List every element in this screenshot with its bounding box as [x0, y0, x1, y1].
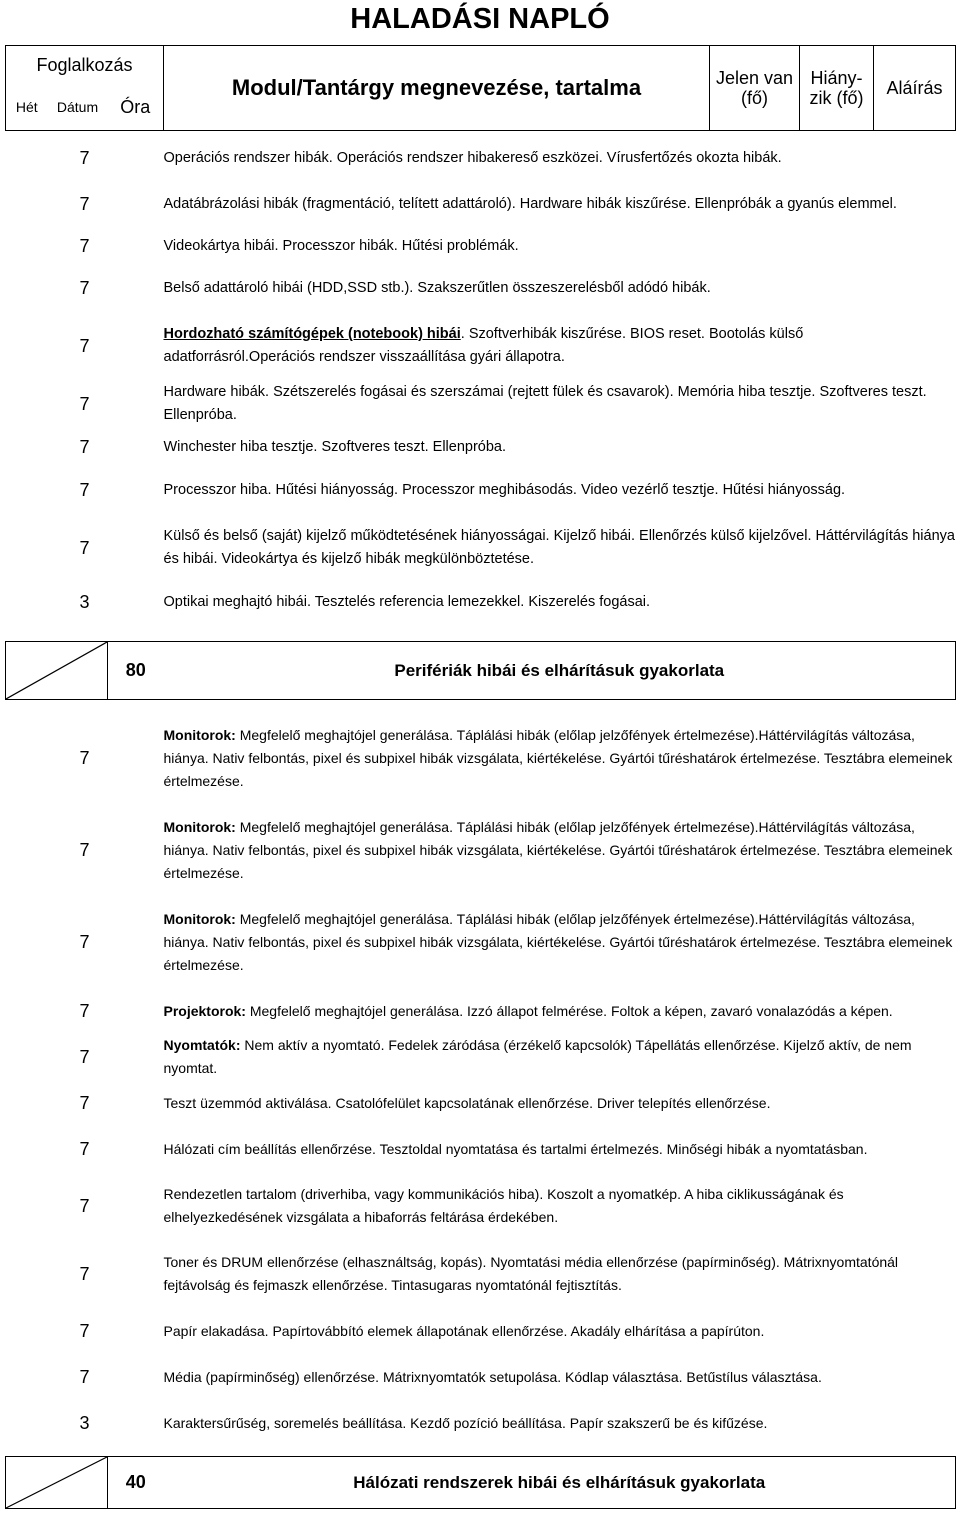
header-foglalkozas: Foglalkozás: [6, 46, 164, 85]
description-text: Hardware hibák. Szétszerelés fogásai és szerszámai (rejtett fülek és csavarok). Memória hiba tesztje. Szoftveres teszt. Ellenpróba.: [163, 384, 927, 423]
description-cell: [164, 1034, 956, 1080]
hours-cell: 7: [79, 1263, 90, 1284]
table-row: [6, 1034, 956, 1080]
table-row: [6, 227, 956, 265]
header-alairas: Aláírás: [874, 46, 956, 131]
description-cell: [164, 227, 956, 265]
module-row: [6, 1457, 956, 1509]
description-bold: Monitorok:: [163, 818, 236, 835]
table-row: [6, 1172, 956, 1240]
description-text: Adatábrázolási hibák (fragmentáció, telített adattároló). Hardware hibák kiszűrése. Ellenpróbák a gyanús elemmel.: [163, 195, 897, 212]
header-jelen-van: [710, 46, 800, 131]
description-cell: [164, 1172, 956, 1240]
description-cell: [164, 381, 956, 427]
diagonal-line-icon: [6, 1457, 107, 1508]
description-bold: Monitorok:: [163, 910, 236, 927]
description-bold: Projektorok:: [163, 1002, 246, 1019]
description-text: Hálózati cím beállítás ellenőrzése. Tesztoldal nyomtatása és tartalmi értelmezés. Minőségi hibák a nyomtatásban.: [163, 1140, 868, 1157]
table-row: [6, 513, 956, 583]
description-text: Megfelelő meghajtójel generálása. Táplálási hibák (előlap jelzőfények értelmezése).Háttérvilágítás változása, hiánya. Nativ felbontás, pixel és subpixel hibák vizsgálata, kiértékelése. Gyártói tűréshatárok értelmezése. Tesztábra elemeinek értelmezése.: [163, 818, 953, 881]
description-text: Optikai meghajtó hibái. Tesztelés referencia lemezekkel. Kiszerelés fogásai.: [163, 593, 651, 610]
table-row: [6, 427, 956, 467]
table-row: [6, 1400, 956, 1446]
table-row: [6, 467, 956, 513]
header-ora: Óra: [120, 97, 151, 117]
hours-cell: 7: [79, 235, 90, 256]
description-text: Toner és DRUM ellenőrzése (elhasználtság, kopás). Nyomtatási média ellenőrzése (papírminőség). Mátrixnyomtatónál fejtávolság és fejmaszk ellenőrzése. Tintasugaras nyomtatónál fejtisztítás.: [163, 1254, 899, 1293]
table-row: [6, 1126, 956, 1172]
hours-cell: 7: [79, 537, 90, 558]
description-cell: [164, 583, 956, 621]
module-row: [6, 642, 956, 700]
description-cell: [164, 712, 956, 804]
description-text: Belső adattároló hibái (HDD,SSD stb.). Szakszerűtlen összeszerelésből adódó hibák.: [163, 279, 711, 296]
module-diagonal-cell: [6, 1457, 108, 1509]
table-row: [6, 1354, 956, 1400]
table-row: [6, 988, 956, 1034]
header-jelen-van-line2: (fő): [741, 88, 768, 108]
module-hours: 40: [108, 1457, 164, 1509]
table-row: [6, 135, 956, 181]
description-text: Megfelelő meghajtójel generálása. Izzó állapot felmérése. Foltok a képen, zavaró vonalazódás a képen.: [245, 1002, 893, 1019]
table-row: [6, 712, 956, 804]
hours-cell: 7: [79, 436, 90, 457]
description-text: Operációs rendszer hibák. Operációs rendszer hibakereső eszközei. Vírusfertőzés okozta hibák.: [163, 149, 782, 166]
module-hours: 80: [108, 642, 164, 700]
module-diagonal-cell: [6, 642, 108, 700]
progress-log-table: [5, 45, 956, 1509]
spacer-cell: [6, 621, 956, 642]
description-text: Papír elakadása. Papírtovábbító elemek állapotának ellenőrzése. Akadály elhárítása a papírúton.: [163, 1322, 765, 1339]
header-hianyzik-line1: Hiány-: [810, 68, 863, 88]
hours-cell: 7: [79, 1046, 90, 1067]
hours-cell: 3: [79, 1412, 90, 1433]
description-text: Karaktersűrűség, soremelés beállítása. Kezdő pozíció beállítása. Papír szakszerű be és kifűzése.: [163, 1414, 768, 1431]
table-row: [6, 381, 956, 427]
description-text: Rendezetlen tartalom (driverhiba, vagy kommunikációs hiba). Koszolt a nyomatkép. A hiba ciklikusságának és elhelyezkedésének vizsgálata a hibaforrás feltárása érdekében.: [163, 1186, 844, 1225]
table-row: [6, 181, 956, 227]
module-title: Hálózati rendszerek hibái és elhárításuk gyakorlata: [164, 1457, 956, 1509]
table-row: [6, 311, 956, 381]
description-cell: [164, 265, 956, 311]
hours-cell: 7: [79, 747, 90, 768]
header-het: Hét: [6, 84, 48, 131]
header-jelen-van-line1: Jelen van: [715, 68, 794, 88]
description-bold: Monitorok:: [163, 726, 236, 743]
hours-cell: 7: [79, 1320, 90, 1341]
hours-cell: 7: [79, 335, 90, 356]
description-cell: [164, 311, 956, 381]
hours-cell: 7: [79, 277, 90, 298]
hours-cell: 7: [79, 147, 90, 168]
description-cell: [164, 135, 956, 181]
description-cell: [164, 513, 956, 583]
table-row: [6, 804, 956, 896]
description-cell: [164, 1308, 956, 1354]
description-cell: [164, 804, 956, 896]
hours-cell: 7: [79, 393, 90, 414]
module-title: Perifériák hibái és elhárításuk gyakorlata: [164, 642, 956, 700]
description-text: Teszt üzemmód aktiválása. Csatolófelület kapcsolatának ellenőrzése. Driver telepítés ellenőrzése.: [163, 1094, 771, 1111]
table-row: [6, 896, 956, 988]
header-hianyzik: [800, 46, 874, 131]
hours-cell: 7: [79, 1138, 90, 1159]
table-row: [6, 1080, 956, 1126]
spacer-cell: [6, 1446, 956, 1457]
hours-cell: 7: [79, 479, 90, 500]
description-cell: [164, 427, 956, 467]
hours-cell: 7: [79, 931, 90, 952]
hours-cell: 3: [79, 591, 90, 612]
header-hianyzik-line2: zik (fő): [809, 88, 864, 108]
description-bold: Nyomtatók:: [163, 1037, 241, 1053]
description-cell: [164, 1126, 956, 1172]
description-text: Processzor hiba. Hűtési hiányosság. Processzor meghibásodás. Video vezérlő tesztje. Hűtési hiányosság.: [163, 481, 846, 498]
description-text: Nem aktív a nyomtató. Fedelek záródása (érzékelő kapcsolók) Tápellátás ellenőrzése. Kijelző aktív, de nem nyomtat.: [163, 1037, 912, 1076]
page-title: HALADÁSI NAPLÓ: [350, 3, 610, 35]
description-text: Megfelelő meghajtójel generálása. Táplálási hibák (előlap jelzőfények értelmezése).Háttérvilágítás változása, hiánya. Nativ felbontás, pixel és subpixel hibák vizsgálata, kiértékelése. Gyártói tűréshatárok értelmezése. Tesztábra elemeinek értelmezése.: [163, 726, 953, 789]
table-row: [6, 1308, 956, 1354]
diagonal-line-icon: [6, 642, 107, 699]
table-row: [6, 583, 956, 621]
description-cell: [164, 1240, 956, 1308]
header-modul: Modul/Tantárgy megnevezése, tartalma: [164, 46, 710, 131]
hours-cell: 7: [79, 1195, 90, 1216]
description-text: Videokártya hibái. Processzor hibák. Hűtési problémák.: [163, 237, 519, 254]
description-cell: [164, 1354, 956, 1400]
spacer-row: [6, 1446, 956, 1457]
hours-cell: 7: [79, 193, 90, 214]
description-cell: [164, 181, 956, 227]
description-text: . Szoftverhibák kiszűrése. BIOS reset. Bootolás külső adatforrásról.Operációs rendszer visszaállítása gyári állapotra.: [163, 326, 804, 365]
spacer-row: [6, 700, 956, 713]
description-text: Winchester hiba tesztje. Szoftveres teszt. Ellenpróba.: [163, 438, 507, 455]
spacer-cell: [6, 700, 956, 713]
description-cell: [164, 467, 956, 513]
description-bold: Hordozható számítógépek (notebook) hibái: [163, 326, 461, 342]
table-row: [6, 265, 956, 311]
hours-cell: 7: [79, 1366, 90, 1387]
description-text: Megfelelő meghajtójel generálása. Táplálási hibák (előlap jelzőfények értelmezése).Háttérvilágítás változása, hiánya. Nativ felbontás, pixel és subpixel hibák vizsgálata, kiértékelése. Gyártói tűréshatárok értelmezése. Tesztábra elemeinek értelmezése.: [163, 910, 953, 973]
description-text: Külső és belső (saját) kijelző működtetésének hiányosságai. Kijelző hibái. Ellenőrzés külső kijelzővel. Háttérvilágítás hiánya és hibái. Videokártya és kijelző hibák megkülönböztetése.: [163, 528, 955, 567]
hours-cell: 7: [79, 1092, 90, 1113]
description-cell: [164, 988, 956, 1034]
description-cell: [164, 896, 956, 988]
hours-cell: 7: [79, 1000, 90, 1021]
description-cell: [164, 1400, 956, 1446]
hours-cell: 7: [79, 839, 90, 860]
spacer-row: [6, 621, 956, 642]
description-text: Média (papírminőség) ellenőrzése. Mátrixnyomtatók setupolása. Kódlap választása. Betűstílus választása.: [163, 1368, 822, 1385]
description-cell: [164, 1080, 956, 1126]
table-row: [6, 1240, 956, 1308]
header-datum: Dátum: [56, 99, 99, 115]
